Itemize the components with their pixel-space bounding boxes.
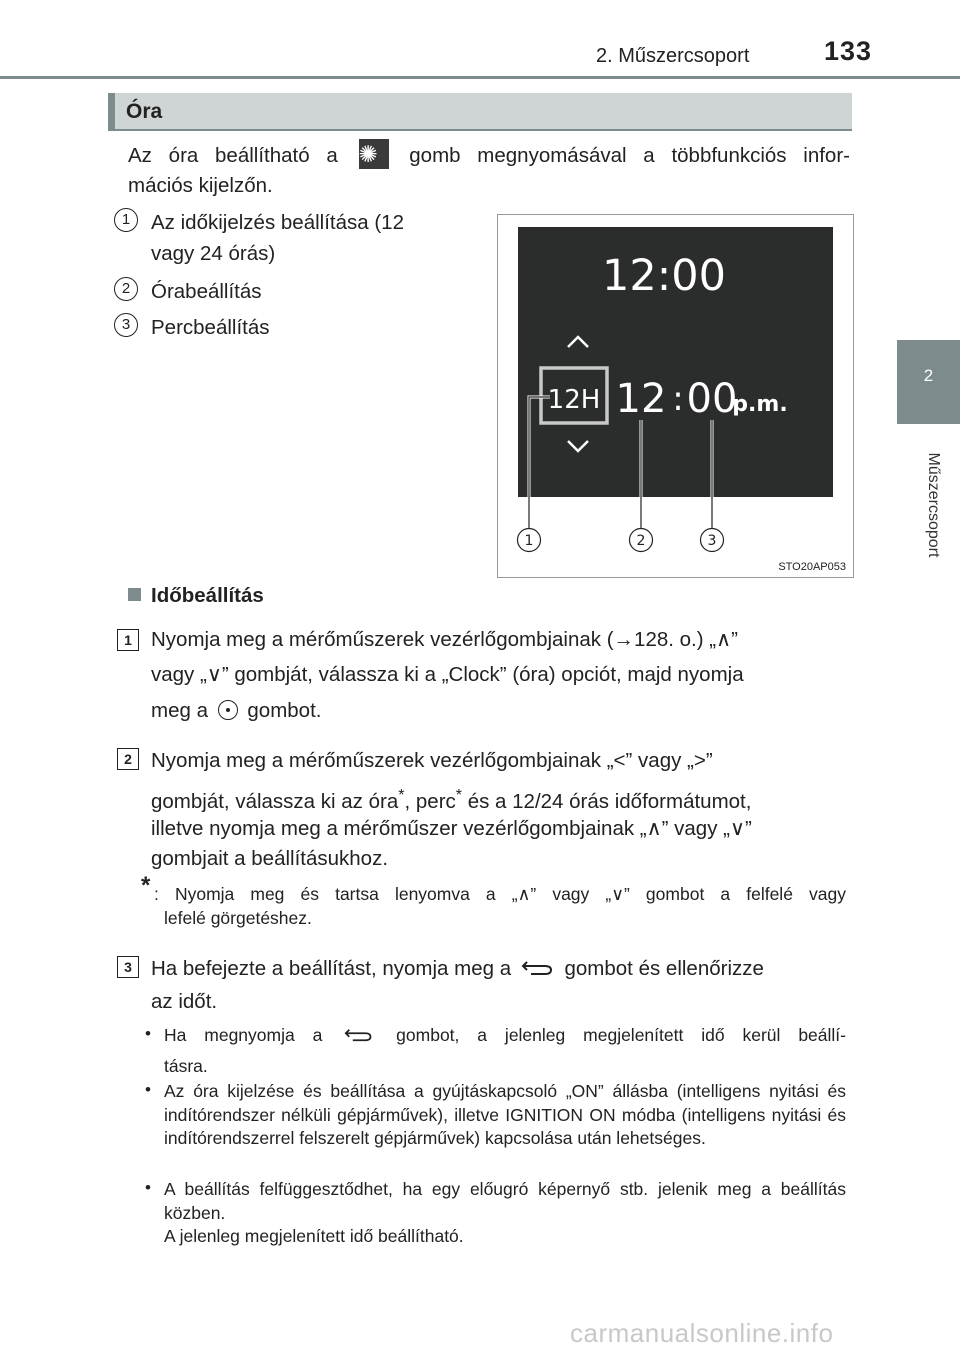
step-1-line-1: Nyomja meg a mérőműszerek vezérlőgombjainak (→128. o.) „∧” bbox=[151, 628, 738, 651]
step-1-line-2: vagy „∨” gombját, válassza ki a „Clock” (óra) opciót, majd nyomja bbox=[151, 663, 744, 686]
note-3: A beállítás felfüggesztődhet, ha egy előugró képernyő stb. jelenik meg a beállítás közben. bbox=[164, 1179, 846, 1223]
note-bullet-1: • bbox=[145, 1024, 151, 1043]
chapter-title: 2. Műszercsoport bbox=[596, 45, 750, 67]
side-tab-label-text: Műszercsoport bbox=[925, 452, 942, 558]
callout-num-1: 1 bbox=[524, 533, 534, 549]
clock-display-figure bbox=[497, 214, 854, 578]
footnote-asterisk: * bbox=[141, 872, 151, 899]
note-bullet-2: • bbox=[145, 1080, 151, 1099]
side-tab-label bbox=[903, 436, 943, 576]
side-tab[interactable] bbox=[897, 340, 960, 424]
footnote-mark: * bbox=[455, 787, 463, 804]
step-2-line-3: illetve nyomja meg a mérőműszer vezérlőgombjainak „∧” vagy „∨” bbox=[151, 817, 752, 840]
step-num-3: 3 bbox=[117, 956, 139, 978]
step-3-line-1: Ha befejezte a beállítást, nyomja meg a gombot és ellenőrizze bbox=[151, 957, 764, 980]
set-separator: : bbox=[672, 379, 684, 419]
footnote-line-1: : Nyomja meg és tartsa lenyomva a „∧” vagy „∨” gombot a felfelé vagy bbox=[154, 884, 846, 904]
step-1-line-3: meg a gombot. bbox=[151, 699, 322, 722]
legend-num-3: 3 bbox=[114, 313, 138, 337]
watermark: carmanualsonline.info bbox=[570, 1318, 834, 1348]
note-1-line-2: tásra. bbox=[164, 1056, 208, 1076]
set-hour: 12 bbox=[615, 376, 667, 422]
step-2-line-1: Nyomja meg a mérőműszerek vezérlőgombjainak „<” vagy „>” bbox=[151, 749, 713, 772]
gear-icon bbox=[359, 139, 389, 169]
note-bullet-3: • bbox=[145, 1178, 151, 1197]
ok-button-icon bbox=[218, 700, 238, 720]
footnote-mark: * bbox=[398, 787, 405, 804]
header-rule bbox=[0, 76, 960, 79]
legend-3-label: Percbeállítás bbox=[151, 316, 270, 339]
set-minute: 00 bbox=[686, 376, 738, 422]
step-3-line-2: az időt. bbox=[151, 990, 218, 1013]
ampm-indicator: p.m. bbox=[732, 392, 788, 417]
intro-line-1: Az óra beállítható a ✺ gomb megnyomásával a többfunkciós infor- bbox=[128, 139, 850, 171]
step-num-2: 2 bbox=[117, 748, 139, 770]
page-number: 133 bbox=[824, 36, 873, 66]
subsection-heading: Időbeállítás bbox=[128, 580, 264, 611]
note-3-line-3: A jelenleg megjelenített idő beállítható. bbox=[164, 1226, 464, 1246]
section-title: Óra bbox=[126, 100, 163, 123]
legend-num-1: 1 bbox=[114, 208, 138, 232]
legend-2-label: Órabeállítás bbox=[151, 280, 262, 303]
step-2-line-2: gombját, válassza ki az óra*, perc* és a 12/24 órás időformátumot, bbox=[151, 787, 752, 813]
legend-1-line-1: Az időkijelzés beállítása (12 bbox=[151, 211, 404, 234]
clock-display-illustration bbox=[498, 215, 853, 577]
callout-num-3: 3 bbox=[707, 533, 717, 549]
square-bullet-icon bbox=[128, 588, 141, 601]
mode-box-label: 12H bbox=[547, 385, 601, 415]
footnote-line-2: lefelé görgetéshez. bbox=[164, 908, 312, 928]
step-num-1: 1 bbox=[117, 629, 139, 651]
step-2-line-4: gombjait a beállításukhoz. bbox=[151, 847, 389, 870]
note-1-line-1: Ha megnyomja a gombot, a jelenleg megjelenített idő kerül beállí- bbox=[164, 1025, 846, 1045]
figure-code: STO20AP053 bbox=[778, 561, 846, 573]
section-bar bbox=[108, 93, 852, 131]
callout-num-2: 2 bbox=[636, 533, 646, 549]
note-2: Az óra kijelzése és beállítása a gyújtáskapcsoló „ON” állásba (intelligens nyitási és indítórendszer nélküli gépjárművek), illetve IGNITION ON módba (intelligens nyitási és indítórendszerrel felszerelt gépjárművek) kapcsolása után lehetséges. bbox=[164, 1081, 846, 1148]
intro-line-2: mációs kijelzőn. bbox=[128, 174, 273, 197]
legend-num-2: 2 bbox=[114, 277, 138, 301]
legend-1-line-2: vagy 24 órás) bbox=[151, 242, 276, 265]
side-tab-number: 2 bbox=[923, 366, 934, 385]
main-time: 12:00 bbox=[602, 251, 726, 301]
back-icon bbox=[344, 1026, 374, 1044]
back-icon bbox=[521, 958, 555, 978]
